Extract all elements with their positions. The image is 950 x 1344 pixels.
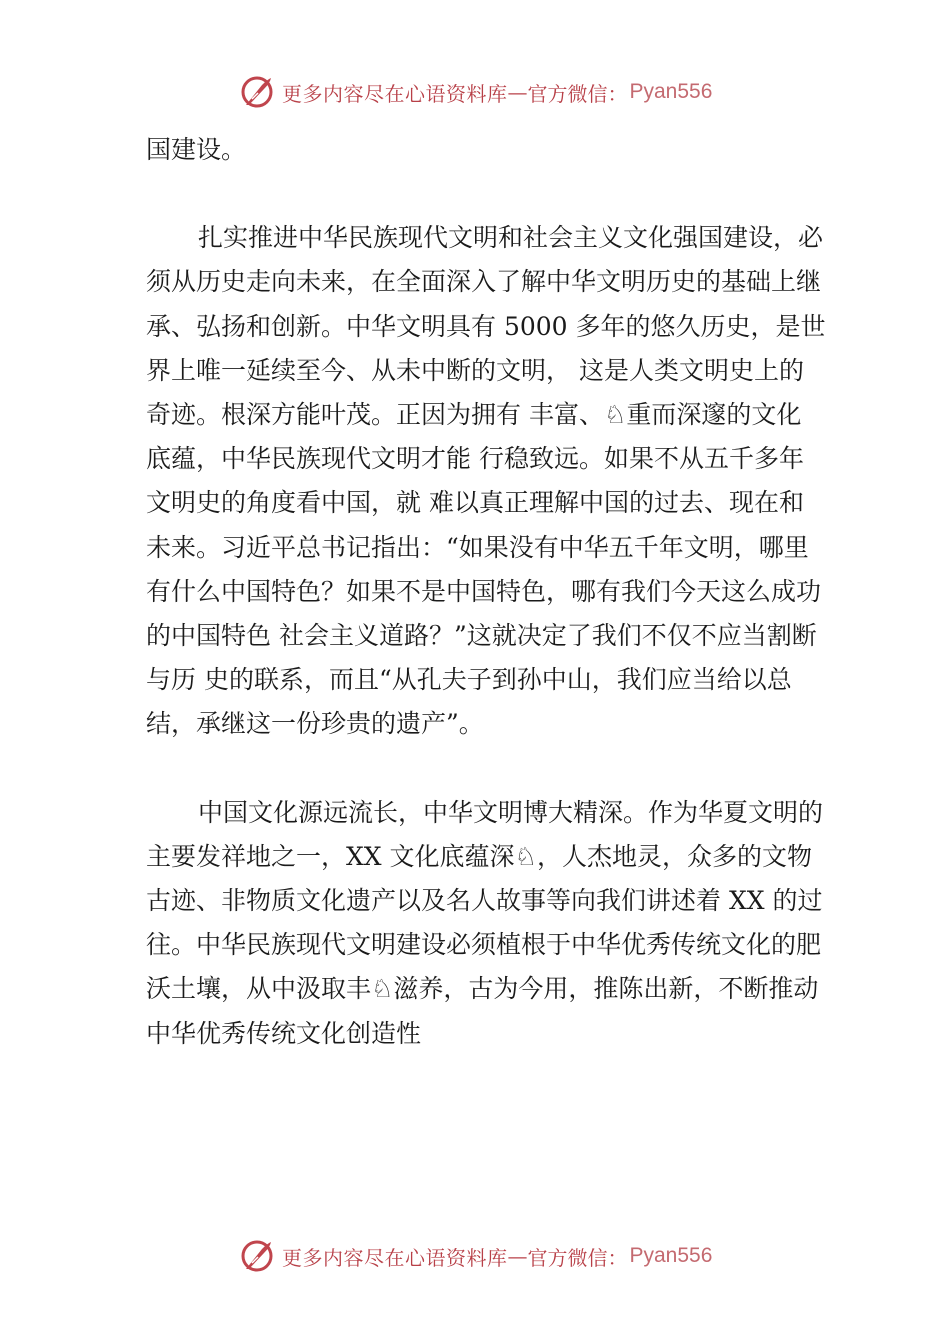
header-banner bbox=[0, 72, 950, 112]
banner-title: 更多内容尽在心语资料库 bbox=[282, 81, 508, 106]
banner-separator: — bbox=[507, 1244, 528, 1268]
quill-pen-logo-icon bbox=[240, 1239, 274, 1273]
paragraph: 扎实推进中华民族现代文明和社会主义文化强国建设，必须从历史走向未来，在全面深入了解中华文明历史的基础上继承、弘扬和创新。中华文明具有 5000 多年的悠久历史，是世界上唯一延续至今、从未中断的文明， 这是人类文明史上的奇迹。根深方能叶茂。正因为拥有 丰富、♘重而深邃的文化底蕴，中华民族现代文明才能 行稳致远。如果不从五千多年文明史的角度看中国，就 难以真正理解中国的过去、现在和未来。习近平总书记指出：“如果没有中华五千年文明，哪里有什么中国特色？如果不是中国特色，哪有我们今天这么成功的中国特色 社会主义道路？”这就决定了我们不仅不应当割断与历 史的联系，而且“从孔夫子到孙中山，我们应当给以总 结，承继这一份珍贵的遗产”。 bbox=[146, 223, 826, 739]
paragraph: 中国文化源远流长，中华文明博大精深。作为华夏文明的主要发祥地之一，XX 文化底蕴深♘，人杰地灵，众多的文物古迹、非物质文化遗产以及名人故事等向我们讲述着 XX 的过往。中华民族现代文明建设必须植根于中华优秀传统文化的肥沃土壤，从中汲取丰♘滋养，古为今用，推陈出新，不断推动中华优秀传统文化创造性 bbox=[146, 797, 824, 1048]
document-body bbox=[146, 128, 826, 1056]
banner-wechat-id: Pyan556 bbox=[629, 1244, 713, 1267]
banner-wechat-id: Pyan556 bbox=[629, 80, 713, 103]
banner-separator: — bbox=[507, 80, 528, 104]
footer-banner bbox=[0, 1236, 950, 1276]
paragraph-continuation: 国建设。 bbox=[146, 135, 247, 164]
banner-wechat-label: 官方微信： bbox=[527, 1245, 628, 1270]
banner-title: 更多内容尽在心语资料库 bbox=[282, 1245, 508, 1270]
quill-pen-logo-icon bbox=[240, 75, 274, 109]
banner-wechat-label: 官方微信： bbox=[527, 81, 628, 106]
